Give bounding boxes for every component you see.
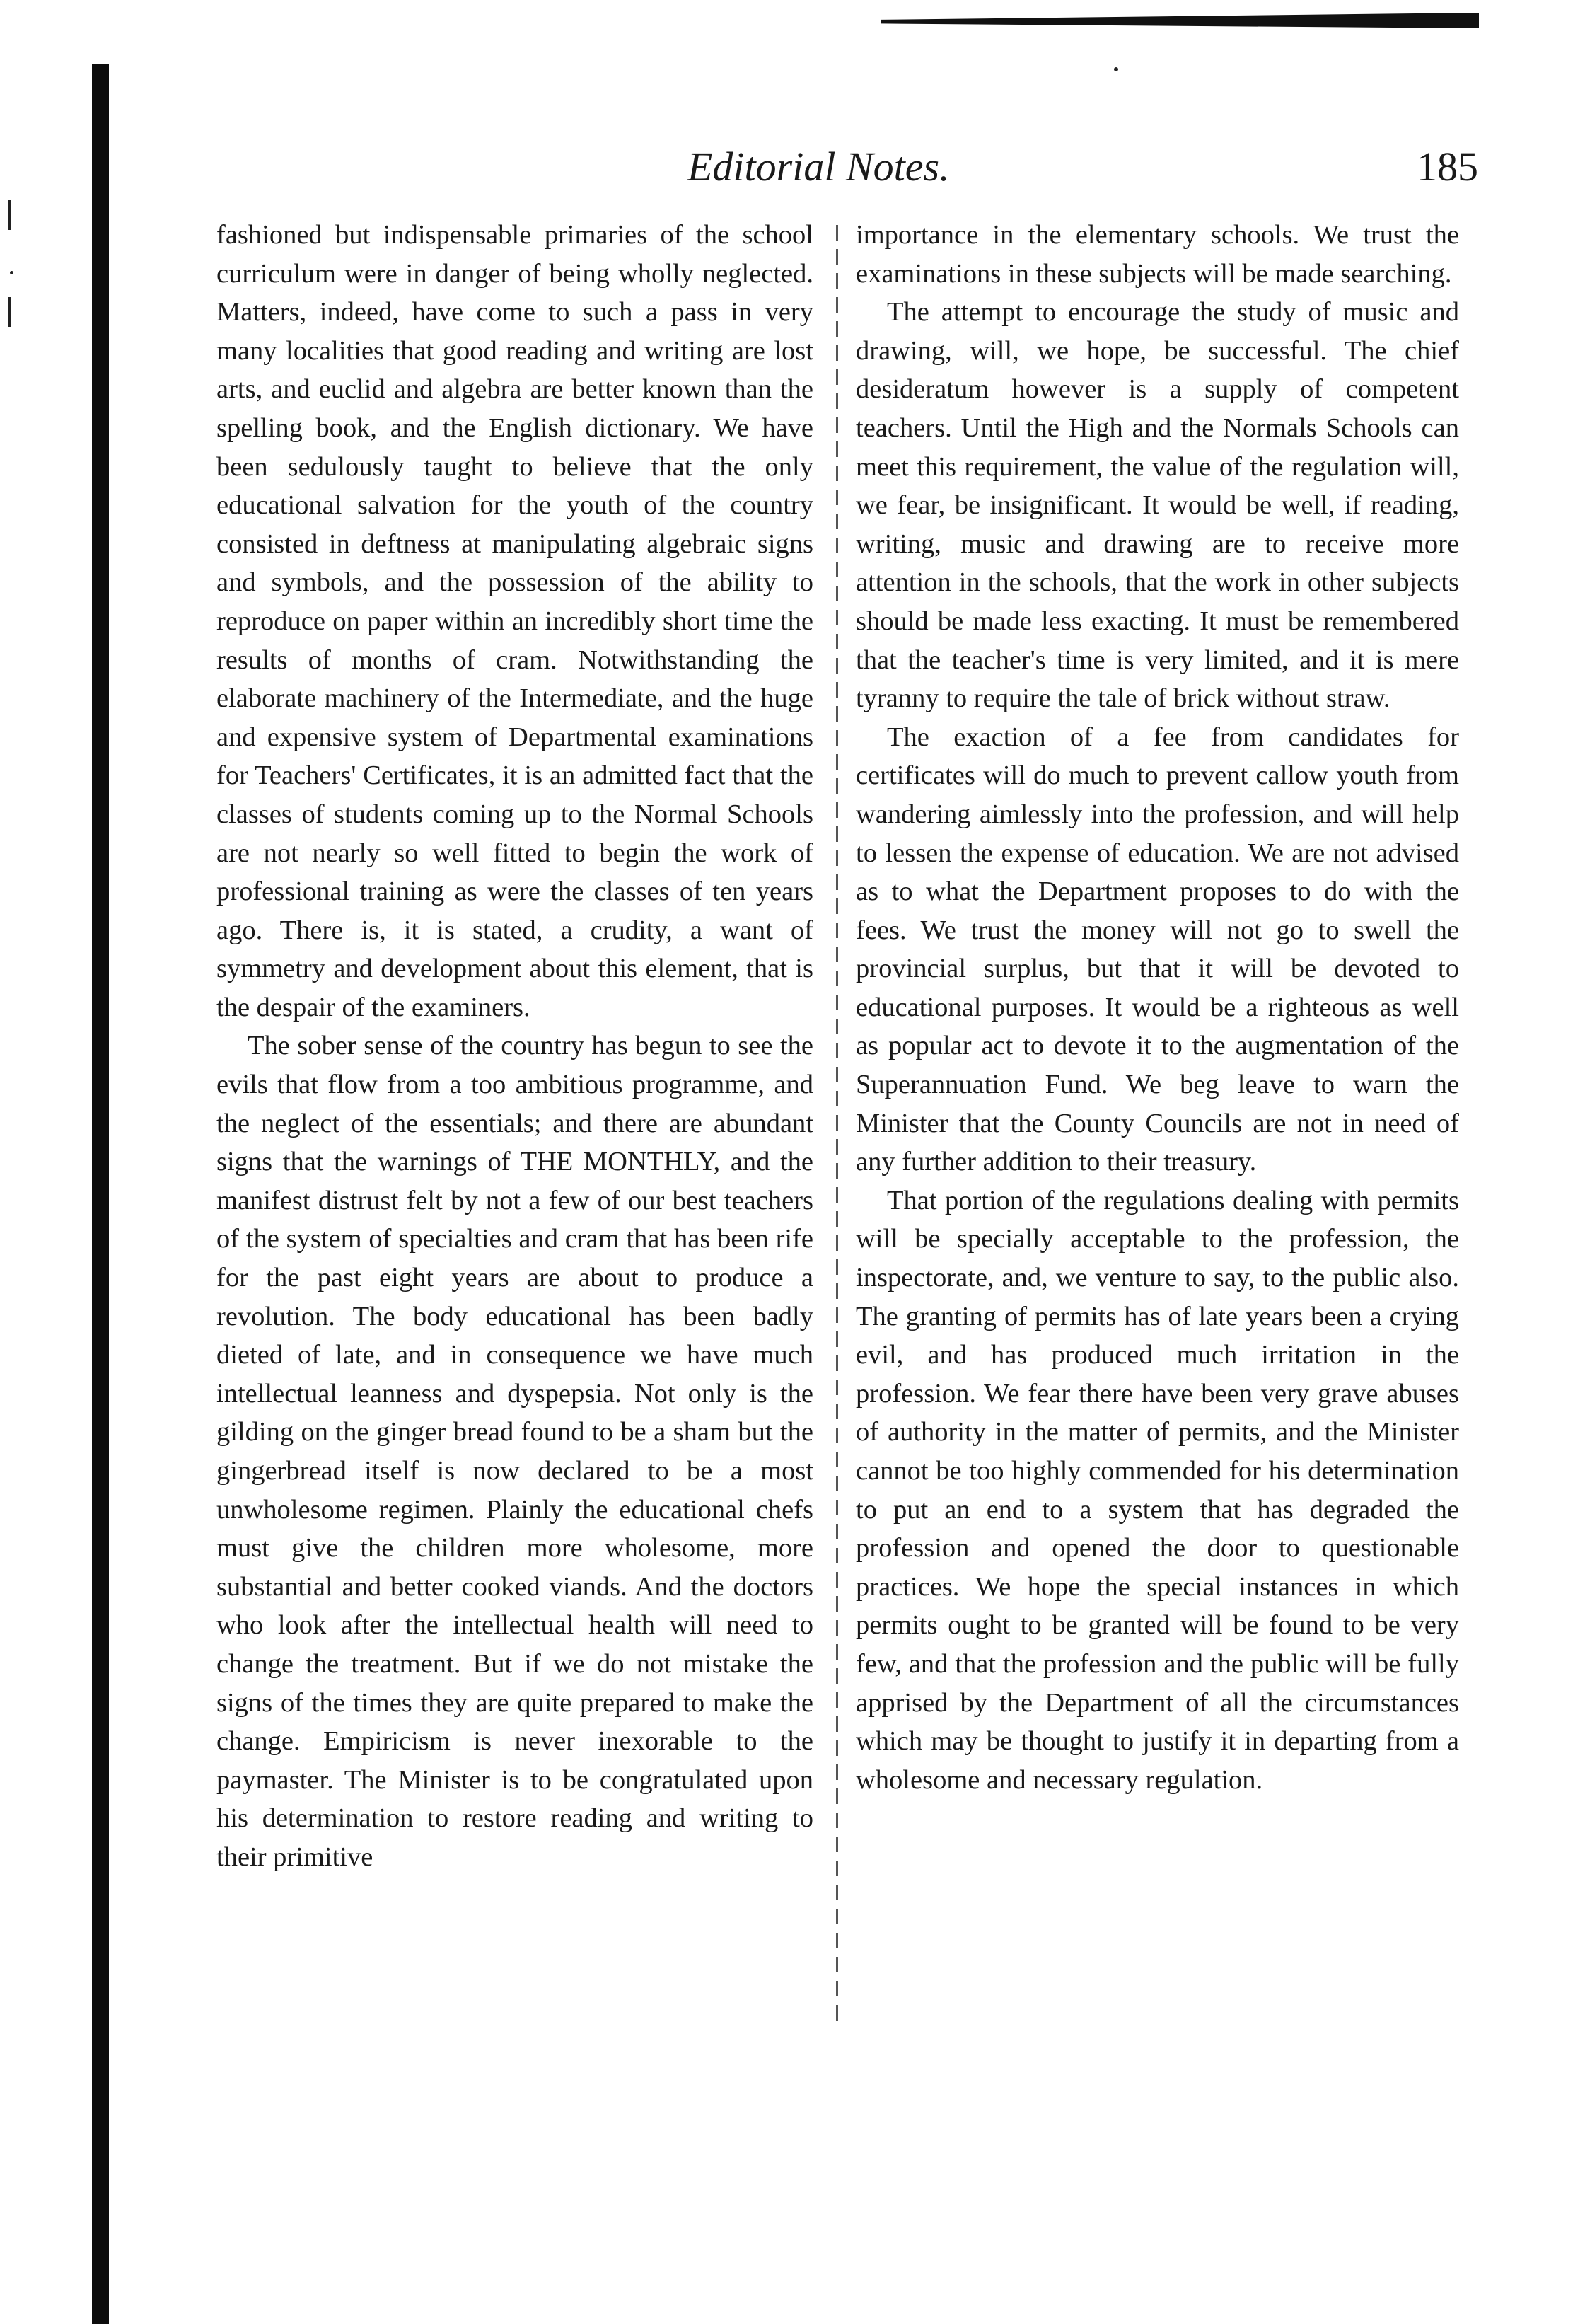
paragraph: That portion of the regulations dealing with permits will be specially acceptable to the profession, the inspectorate, and, we venture to say, to the public also. The granting of permits has of late years been a crying evil, and has produced much irritation in the profession. We fear there have been very grave abuses of authority in the matter of permits, and the Minister cannot be too highly commended for his determination to put an end to a system that has degraded the profession and opened the door to questionable practices. We hope the special instances in which permits ought to be granted will be found to be very few, and that the profession and the public will be fully apprised by the Department of all the circumstances which may be thought to justify it in departing from a wholesome and necessary regulation. [856, 1185, 1459, 1795]
margin-mark [1114, 67, 1118, 71]
column-divider [836, 225, 838, 2022]
paragraph: The attempt to encourage the study of music and drawing, will, we hope, be successful. The chief desideratum however is a supply of competent teachers. Until the High and the Normals Schools can meet this requirement, the value of the regulation will, we fear, be insignificant. It would be well, if reading, writing, music and drawing are to receive more attention in the schools, that the work in other subjects should be made less exacting. It must be remembered that the teacher's time is very limited, and it is mere tyranny to require the tale of brick without straw. [856, 297, 1459, 714]
margin-mark [8, 297, 11, 327]
margin-mark [10, 271, 13, 274]
paragraph: fashioned but indispensable primaries of the school curriculum were in danger of being wholly neglected. Matters, indeed, have come to such a pass in very many localities that good reading and writing are lost arts, and euclid and algebra are better known than the spelling book, and the English dictionary. We have been sedulously taught to believe that the only educational salvation for the youth of the country consisted in deftness at manipulating algebraic signs and symbols, and the possession of the ability to reproduce on paper within an incredibly short time the results of months of cram. Notwithstanding the elaborate machinery of the Intermediate, and the huge and expensive system of Departmental examinations for Teachers' Certificates, it is an admitted fact that the classes of students coming up to the Normal Schools are not nearly so well fitted to begin the work of professional training as were the classes of ten years ago. There is, it is stated, a crudity, a want of symmetry and development about this element, that is the despair of the examiners. [216, 220, 813, 1022]
right-column [856, 216, 1459, 1799]
left-column [216, 216, 813, 1877]
paragraph: The exaction of a fee from candidates for certificates will do much to prevent callow youth from wandering aimlessly into the profession, and will help to lessen the expense of education. We are not advised as to what the Department proposes to do with the fees. We trust the money will not go to swell the provincial surplus, but that it will be devoted to educational purposes. It would be a righteous as well as popular act to devote it to the augmentation of the Superannuation Fund. We beg leave to warn the Minister that the County Councils are not in need of any further addition to their treasury. [856, 722, 1459, 1177]
margin-mark [8, 200, 11, 230]
running-head: Editorial Notes. [687, 144, 950, 190]
binding-shadow [92, 64, 109, 2324]
paragraph: The sober sense of the country has begun to see the evils that flow from a too ambitious programme, and the neglect of the essentials; and there are abundant signs that the warnings of THE MONTHLY, and the manifest distrust felt by not a few of our best teachers of the system of specialties and cram that has been rife for the past eight years are about to produce a revolution. The body educational has been badly dieted of late, and in consequence we have much intellectual leanness and dyspepsia. Not only is the gilding on the ginger bread found to be a sham but the gingerbread itself is now declared to be a most unwholesome regimen. Plainly the educational chefs must give the children more wholesome, more substantial and better cooked viands. And the doctors who look after the intellectual health will need to change the treatment. But if we do not mistake the signs of the times they are quite prepared to make the change. Empiricism is never inexorable to the paymaster. The Minister is to be congratulated upon his determination to restore reading and writing to their primitive [216, 1031, 813, 1872]
top-rule [881, 13, 1479, 28]
page-number: 185 [1417, 144, 1478, 190]
page-header [212, 139, 1478, 195]
paragraph: importance in the elementary schools. We trust the examinations in these subjects will be made searching. [856, 220, 1459, 289]
